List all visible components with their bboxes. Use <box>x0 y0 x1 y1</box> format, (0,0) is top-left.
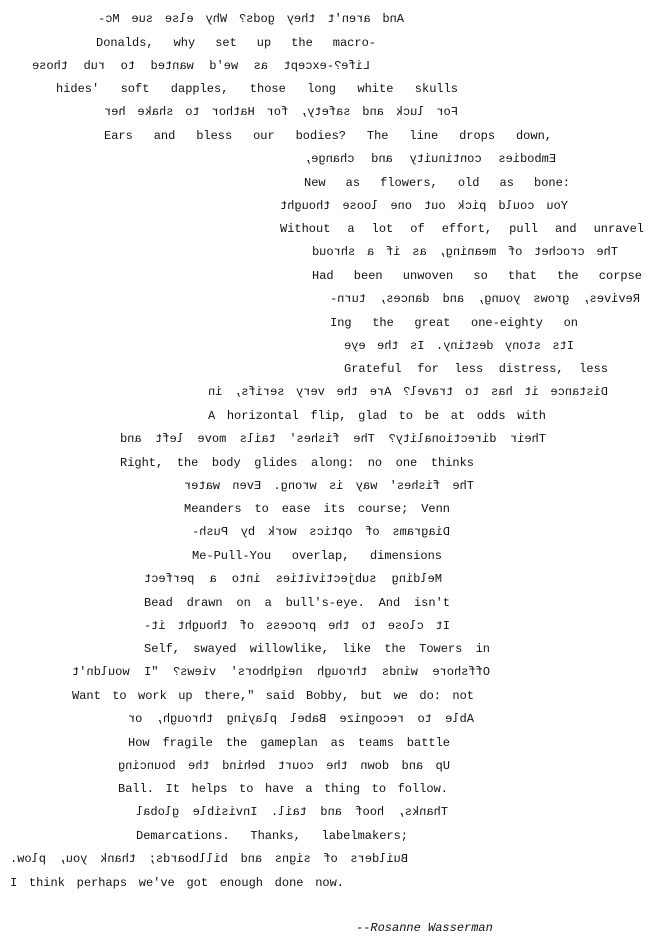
poem-line: It close to the process of thought it- <box>144 619 450 633</box>
poem-line: Offshore winds through neighbors' views? "I wouldn't <box>72 665 490 679</box>
poem-line: A horizontal flip, glad to be at odds with <box>208 409 546 423</box>
poem-line: Me-Pull-You overlap, dimensions <box>192 549 442 563</box>
poem-line: You could pick out one loose thought <box>280 199 568 213</box>
poem-line: The fishes' way is wrong. Even water <box>184 479 474 493</box>
poem-line: Embodies continuity and change, <box>304 152 556 166</box>
poem-line: Ears and bless our bodies? The line drops down, <box>104 129 552 143</box>
poem-line: Demarcations. Thanks, labelmakers; <box>136 829 408 843</box>
poem-line: Life?-except as we'd wanted to rub those <box>32 59 370 73</box>
poem-line: Thanks, hoof and tail. Invisible global <box>136 805 448 819</box>
poem-line: How fragile the gameplan as teams battle <box>128 736 450 750</box>
poem-line: Bead drawn on a bull's-eye. And isn't <box>144 596 450 610</box>
poem-line: I think perhaps we've got enough done now. <box>10 876 344 890</box>
poem-line: And aren't they gods? Why else sue Mc- <box>98 12 404 26</box>
poem-line: Distance it has to travel? Are the very serifs, in <box>208 385 608 399</box>
poem-line: Able to recognize Babel playing through, or <box>128 712 474 726</box>
poem-line: Donalds, why set up the macro- <box>96 36 376 50</box>
poem-line: Self, swayed willowlike, like the Towers in <box>144 642 490 656</box>
poem-line: Builders of signs and billboards; thank you, plow. <box>10 852 408 866</box>
poem-line: Without a lot of effort, pull and unravel <box>280 222 644 236</box>
poem-line: Its stony destiny. Is the eye <box>344 339 574 353</box>
poem-line: Melding subjectivities into a perfect <box>144 572 442 586</box>
poem-line: Up and down the court behind the bouncing <box>118 759 450 773</box>
poem-line: hides' soft dapples, those long white skulls <box>56 82 458 96</box>
poem-line: Want to work up there," said Bobby, but we do: not <box>72 689 474 703</box>
poem-line: Ball. It helps to have a thing to follow. <box>118 782 448 796</box>
poem-line: New as flowers, old as bone: <box>304 176 570 190</box>
poem-line: Meanders to ease its course; Venn <box>184 502 450 516</box>
poem-line: Right, the body glides along: no one thinks <box>120 456 474 470</box>
poem-line: Diagrams of optics work by Push- <box>192 525 450 539</box>
poem-line: Had been unwoven so that the corpse <box>312 269 642 283</box>
poem-line: Their directionality? The fishes' tails move left and <box>120 432 546 446</box>
poem-line: Revives, grows young, and dances, turn- <box>330 292 640 306</box>
poem-line: Ing the great one-eighty on <box>330 316 578 330</box>
author-signature: --Rosanne Wasserman <box>356 921 493 935</box>
poem-line: The crochet of meaning, as if a shroud <box>312 245 618 259</box>
poem-line: For luck and safety, for Hathor to shake her <box>104 105 458 119</box>
poem-line: Grateful for less distress, less <box>344 362 608 376</box>
